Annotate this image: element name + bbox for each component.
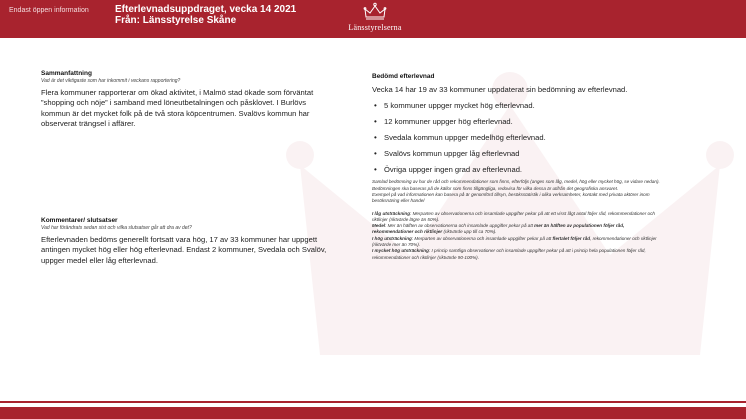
scale-text: , rekommendationer och riktlinjer (riktvärde mer än 70%). (372, 235, 657, 248)
scale-item (372, 223, 662, 236)
list-item: • Svalövs kommun uppger låg efterlevnad (372, 149, 662, 159)
crown-icon (362, 2, 388, 20)
list-item: • Svedala kommun uppger medelhög efterlevnad. (372, 133, 662, 143)
scale-text: : Merparten av observationerna och insamlade uppgifter pekar på att ett visst lågt antal följer råd, rekommendationer och riktlinjer (riktvärde lägre än 50%). (372, 210, 655, 222)
scale-emphasis: mer än hälften av populationen följer råd, rekommendationer och riktlinjer (372, 223, 625, 235)
report-title (115, 4, 296, 26)
compliance-intro: Vecka 14 har 19 av 33 kommuner uppdaterat sin bedömning av efterlevnad. (372, 85, 628, 94)
brand-wordmark: Länsstyrelserna (348, 23, 402, 32)
scale-item (372, 236, 662, 249)
summary-section (41, 70, 331, 130)
report-title-line2: Från: Länsstyrelse Skåne (115, 15, 237, 26)
compliance-heading: Bedömd efterlevnad (372, 73, 435, 80)
note-text: Bedömningen ska baseras på de källor som finns tillgängliga, redovisa för vilka dessa är utifrån det geografiska ansvaret. (372, 185, 619, 191)
footer-rule-top (0, 401, 746, 403)
conclusions-heading: Kommentarer/ slutsatser (41, 217, 118, 224)
compliance-scale (372, 211, 662, 261)
scale-text: (riktvärde upp till ca 70%). (442, 229, 497, 235)
scale-text: : Mer än hälften av observationerna och insamlade uppgifter pekar på att (385, 223, 535, 229)
page-header (0, 0, 746, 38)
footer-bar (0, 407, 746, 419)
list-item: • 12 kommuner uppger hög efterlevnad. (372, 117, 662, 127)
list-item: • 5 kommuner uppger mycket hög efterlevnad. (372, 101, 662, 111)
classification-note: Endast öppen information (9, 7, 89, 14)
compliance-list (372, 101, 662, 175)
summary-text: Flera kommuner rapporterar om ökad aktivitet, i Malmö stad ökade som förväntat ”shopping och nöje” i samband med löneutbetalningen och påsklovet. I Burlövs kommun är det mycket folk på de två stora köpcentrumen. Svalövs kommun har observerat trängsel i affärer. (41, 88, 314, 129)
conclusions-section (41, 217, 331, 266)
summary-heading: Sammanfattning (41, 70, 92, 77)
scale-label: I hög utsträckning (372, 235, 412, 241)
conclusions-question: Vad har förändrats sedan sist och vilka slutsatser går att dra av det? (41, 225, 192, 231)
scale-item (372, 211, 662, 224)
scale-label: I mycket hög utsträckning (372, 248, 429, 254)
conclusions-text: Efterlevnaden bedöms generellt fortsatt vara hög, 17 av 33 kommuner har uppgett antingen mycket hög eller hög efterlevnad. Endast 2 kommuner, Svedala och Svalöv, uppger medel eller låg efterlevnad. (41, 235, 327, 265)
scale-item (372, 248, 662, 261)
scale-label: I låg utsträckning (372, 210, 411, 216)
scale-label: Medel (372, 223, 386, 229)
scale-text: : Merparten av observationerna och insamlade uppgifter pekar på att (411, 235, 553, 241)
report-title-line1: Efterlevnadsuppdraget, vecka 14 2021 (115, 4, 297, 15)
note-text: Exempel på vad informationen kan basera på är genomförd tillsyn, besöksstatistik i olika verksamheter, kontakt med privata aktörer inom besöksnäring eller handel (372, 192, 650, 204)
note-text: Samlad bedömning av hur de råd och rekommendationer som finns, efterföljs (anges som låg, medel, hög eller mycket hög, se vidare nedan). (372, 179, 660, 185)
scale-emphasis: flertalet följer råd (552, 235, 591, 241)
compliance-section (372, 73, 662, 261)
list-item: • Övriga uppger ingen grad av efterlevnad. (372, 165, 662, 175)
scale-text: : I princip samtliga observationer och insamlade uppgifter pekar på att i princip hela populationen följer råd, rekommendationer och riktlinjer (riktvärde 90-100%). (372, 248, 646, 260)
compliance-notes (372, 179, 662, 204)
summary-question: Vad är det viktigaste som har inkommit i veckans rapportering? (41, 78, 181, 84)
